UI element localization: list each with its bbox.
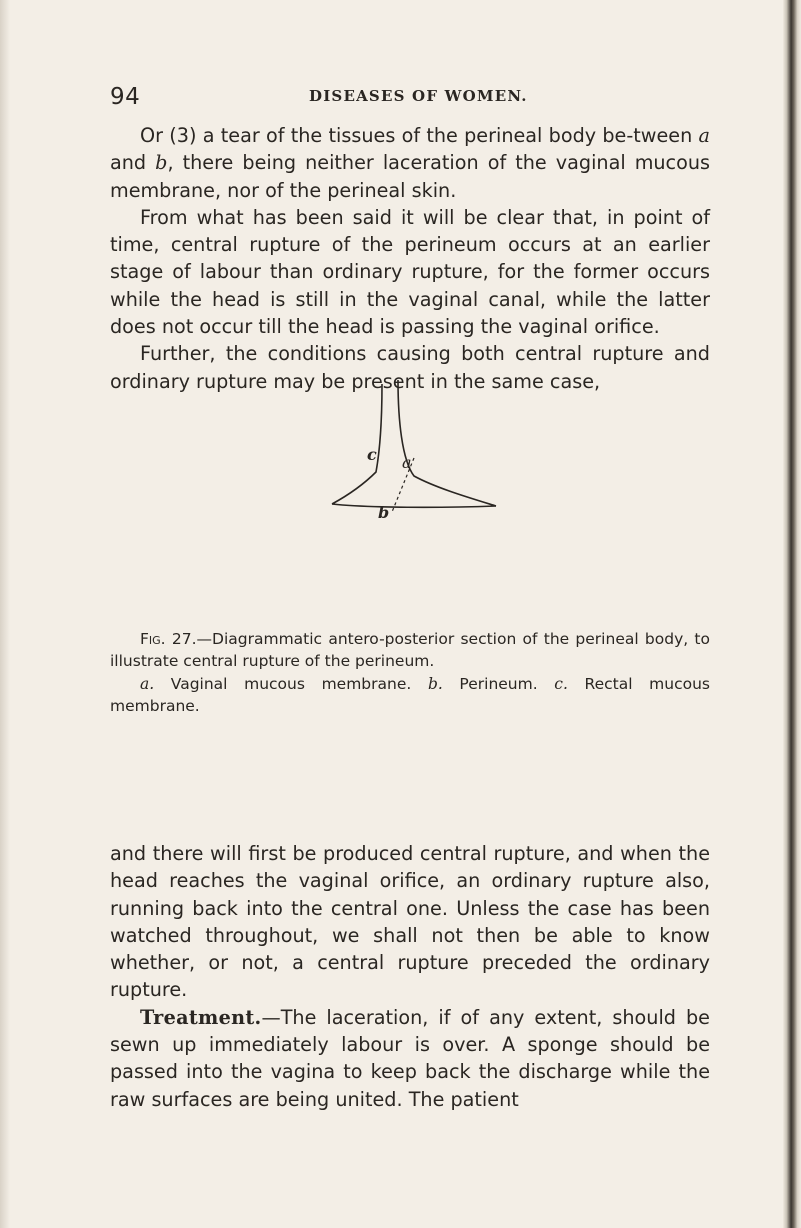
paragraph: Further, the conditions causing both central rupture and ordinary rupture may be present in the same case, xyxy=(110,342,710,393)
rectal-wall-line xyxy=(332,384,382,504)
page-gutter-shadow xyxy=(0,0,10,1228)
perineal-skin-line xyxy=(332,504,496,507)
paragraph: and there will first be produced central rupture, and when the head reaches the vaginal orifice, an ordinary rupture also, running back into the central one. Unless the case has been watched throughout, we shall not then be able to know whether, or not, a central rupture preceded the ordinary rupture. xyxy=(110,842,710,1002)
body-text-top xyxy=(110,122,710,395)
vaginal-wall-line xyxy=(398,380,496,506)
page-edge xyxy=(783,0,801,1228)
caption-legend: a. Vaginal mucous membrane. b. Perineum. c. Rectal mucous membrane. xyxy=(110,674,710,715)
paragraph: From what has been said it will be clear that, in point of time, central rupture of the perineum occurs at an earlier stage of labour than ordinary rupture, for the former occurs while the head is still in the vaginal canal, while the latter does not occur till the head is passing the vaginal orifice. xyxy=(110,205,710,339)
section-heading-treatment: Treatment. xyxy=(140,1005,262,1029)
body-text-bottom xyxy=(110,840,710,1113)
figure-27-diagram xyxy=(330,380,500,520)
figure-label: Fig. 27. xyxy=(140,630,197,648)
perineal-section-diagram xyxy=(330,380,500,520)
figure-caption xyxy=(110,628,710,717)
label-a: a xyxy=(402,453,412,472)
running-head: DISEASES OF WOMEN. xyxy=(309,87,528,105)
label-b: b xyxy=(378,503,390,520)
caption-title: Fig. 27.—Diagrammatic antero-posterior section of the perineal body, to illustrate central rupture of the perineum. xyxy=(110,630,710,671)
paragraph: Treatment.—The laceration, if of any extent, should be sewn up immediately labour is over. A sponge should be passed into the vagina to keep back the discharge while the raw surfaces are being united. The patient xyxy=(110,1005,710,1111)
label-c: c xyxy=(367,445,377,464)
page-header xyxy=(110,84,710,114)
page-number: 94 xyxy=(110,84,141,110)
paragraph: Or (3) a tear of the tissues of the perineal body be-tween a and b, there being neither laceration of the vaginal mucous membrane, nor of the perineal skin. xyxy=(110,124,711,202)
